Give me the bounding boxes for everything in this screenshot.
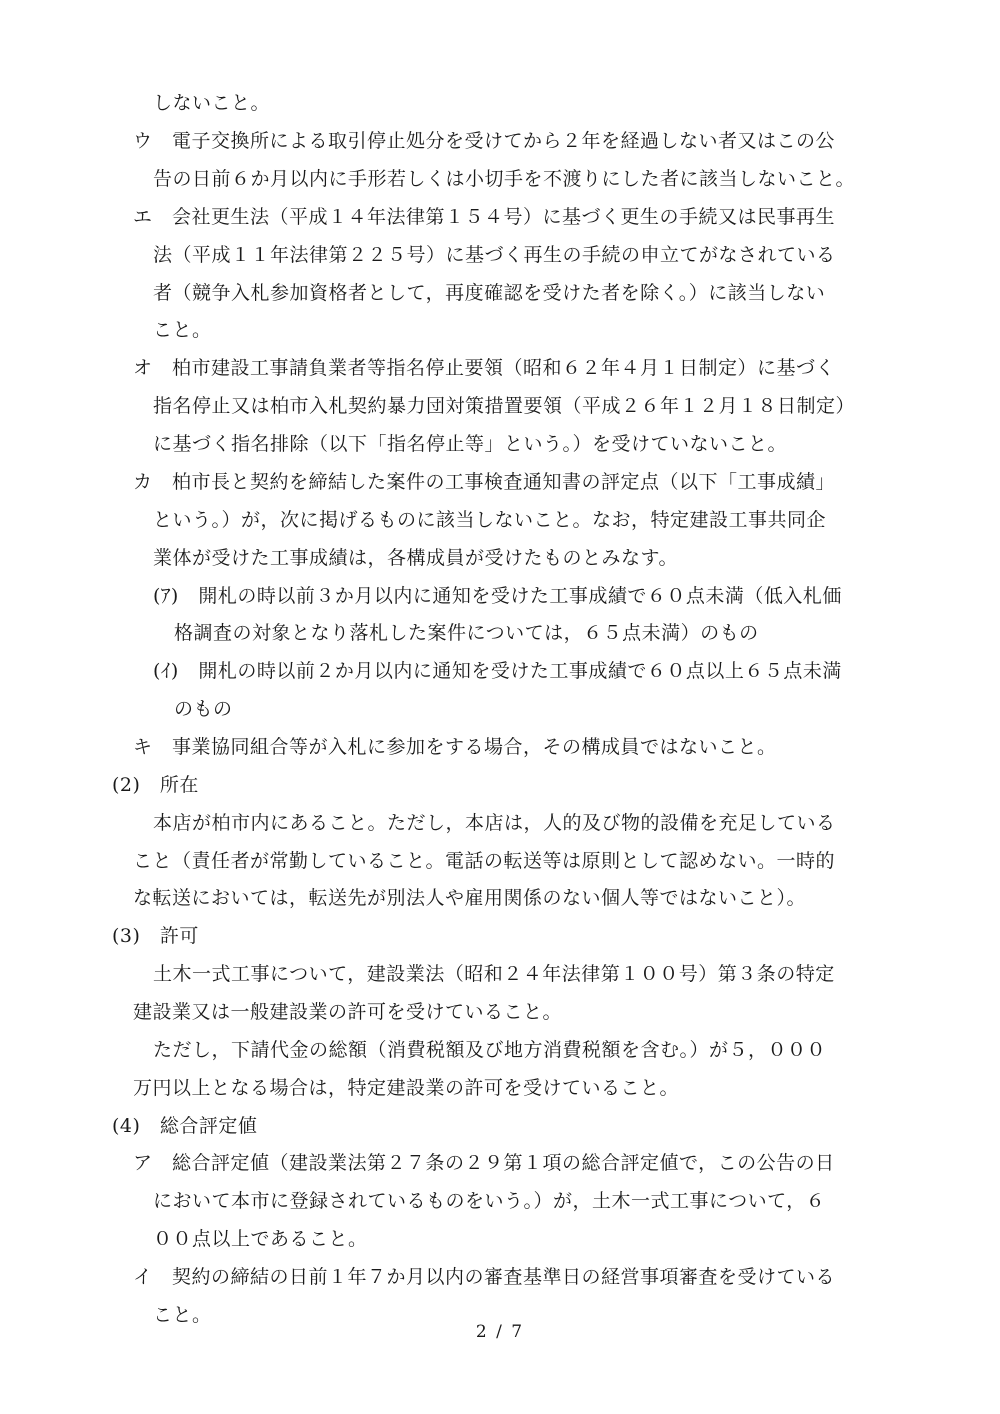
section-heading-location: (2) 所在 bbox=[112, 774, 199, 796]
subitem-i: (ｲ) 開札の時以前２か月以内に通知を受けた工事成績で６０点以上６５点未満 bbox=[153, 660, 842, 682]
text-line: 万円以上となる場合は，特定建設業の許可を受けていること。 bbox=[133, 1077, 680, 1099]
text-line: 法（平成１１年法律第２２５号）に基づく再生の手続の申立てがなされている bbox=[153, 244, 836, 266]
text-line: 本店が柏市内にあること。ただし，本店は，人的及び物的設備を充足している bbox=[153, 812, 836, 834]
item-ki: キ 事業協同組合等が入札に参加をする場合，その構成員ではないこと。 bbox=[133, 736, 777, 758]
item-o: オ 柏市建設工事請負業者等指名停止要領（昭和６２年４月１日制定）に基づく bbox=[133, 357, 836, 379]
text-line: のもの bbox=[174, 698, 233, 720]
text-line: 業体が受けた工事成績は，各構成員が受けたものとみなす。 bbox=[153, 547, 678, 569]
text-line: しないこと。 bbox=[153, 92, 271, 114]
text-line: に基づく指名排除（以下「指名停止等」という。）を受けていないこと。 bbox=[153, 433, 788, 455]
section-heading-permit: (3) 許可 bbox=[112, 925, 199, 947]
page-number: 2 / 7 bbox=[475, 1322, 525, 1342]
item-i: イ 契約の締結の日前１年７か月以内の審査基準日の経営事項審査を受けている bbox=[133, 1266, 836, 1288]
text-line: ただし，下請代金の総額（消費税額及び地方消費税額を含む。）が５，０００ bbox=[153, 1039, 827, 1061]
text-line: こと。 bbox=[153, 319, 212, 341]
item-a: ア 総合評定値（建設業法第２７条の２９第１項の総合評定値で，この公告の日 bbox=[133, 1152, 835, 1174]
text-line: という。）が，次に掲げるものに該当しないこと。なお，特定建設工事共同企 bbox=[153, 509, 827, 531]
text-line: 土木一式工事について，建設業法（昭和２４年法律第１００号）第３条の特定 bbox=[153, 963, 835, 985]
item-e: エ 会社更生法（平成１４年法律第１５４号）に基づく更生の手続又は民事再生 bbox=[133, 206, 836, 228]
text-line: 格調査の対象となり落札した案件については，６５点未満）のもの bbox=[174, 622, 759, 644]
text-line: こと。 bbox=[153, 1304, 212, 1326]
text-line: において本市に登録されているものをいう。）が，土木一式工事について，６ bbox=[153, 1190, 826, 1212]
text-line: 者（競争入札参加資格者として，再度確認を受けた者を除く。）に該当しない bbox=[153, 282, 826, 304]
item-u: ウ 電子交換所による取引停止処分を受けてから２年を経過しない者又はこの公 bbox=[133, 130, 836, 152]
text-line: 告の日前６か月以内に手形若しくは小切手を不渡りにした者に該当しないこと。 bbox=[153, 168, 856, 190]
text-line: 建設業又は一般建設業の許可を受けていること。 bbox=[133, 1001, 563, 1023]
item-ka: カ 柏市長と契約を締結した案件の工事検査通知書の評定点（以下「工事成績」 bbox=[133, 471, 836, 493]
text-line: な転送においては，転送先が別法人や雇用関係のない個人等ではないこと）。 bbox=[133, 887, 807, 909]
text-line: 指名停止又は柏市入札契約暴力団対策措置要領（平成２６年１２月１８日制定） bbox=[153, 395, 856, 417]
text-line: こと（責任者が常勤していること。電話の転送等は原則として認めない。一時的 bbox=[133, 850, 836, 872]
section-heading-rating: (4) 総合評定値 bbox=[112, 1115, 258, 1137]
subitem-a: (ｱ) 開札の時以前３か月以内に通知を受けた工事成績で６０点未満（低入札価 bbox=[153, 585, 842, 607]
text-line: ００点以上であること。 bbox=[153, 1228, 368, 1250]
